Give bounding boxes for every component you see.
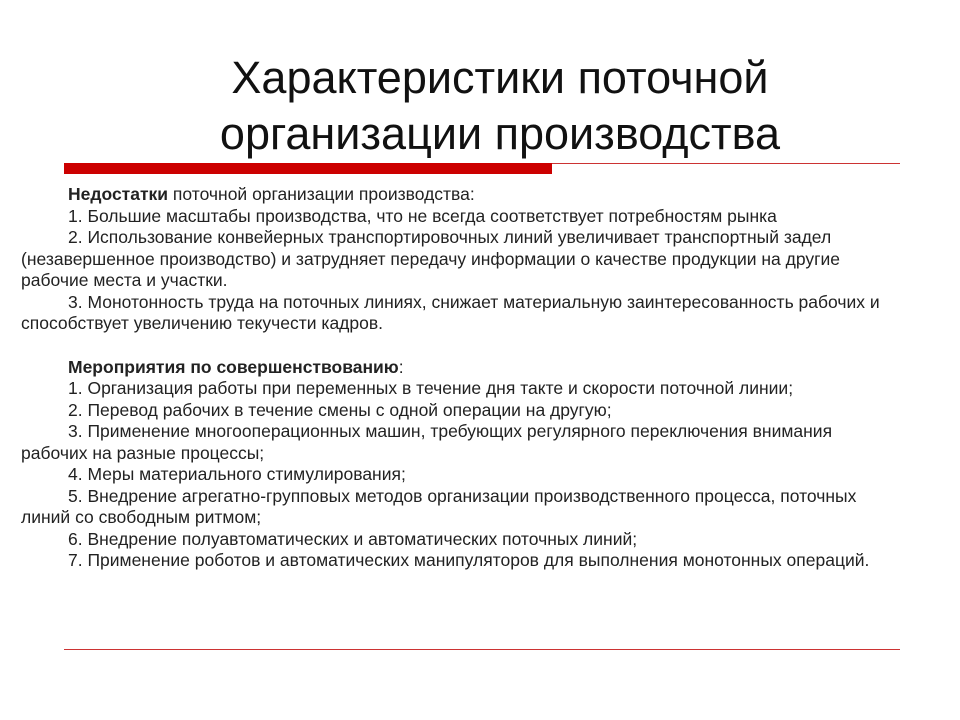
bottom-rule [64, 649, 900, 650]
improvement-item-1: 1. Организация работы при переменных в течение дня такте и скорости поточной линии; [68, 378, 794, 398]
disadvantage-item-3: 3. Монотонность труда на поточных линиях, снижает материальную заинтересованность рабочих и способствует увеличению текучести кадров. [21, 291, 880, 333]
improvements-heading-rest: : [398, 356, 404, 377]
improvement-item-3: 3. Применение многооперационных машин, требующих регулярного переключения внимания рабочих на разные процессы; [21, 421, 833, 463]
disadvantage-item-1: 1. Большие масштабы производства, что не всегда соответствует потребностям рынка [68, 205, 777, 226]
title-line-2: организации производства [219, 108, 781, 159]
improvement-item-7: 7. Применение роботов и автоматических манипуляторов для выполнения монотонных операций. [68, 550, 870, 570]
improvements-heading [21, 357, 901, 379]
improvement-item-4: 4. Меры материального стимулирования; [68, 464, 406, 484]
title-underline-thin [552, 163, 900, 164]
slide-body [21, 184, 901, 572]
improvement-item-5: 5. Внедрение агрегатно-групповых методов организации производственного процесса, поточных линий со свободным ритмом; [21, 485, 857, 527]
improvement-item-6: 6. Внедрение полуавтоматических и автоматических поточных линий; [68, 528, 638, 549]
improvements-heading-bold: Мероприятия по совершенствованию [68, 356, 399, 377]
title-underline-thick [64, 163, 552, 174]
disadvantage-item-2: 2. Использование конвейерных транспортировочных линий увеличивает транспортный задел (незавершенное производство) и затрудняет передачу информации о качестве продукции на другие рабочие места и участки. [21, 227, 841, 290]
improvement-item-2: 2. Перевод рабочих в течение смены с одной операции на другую; [68, 399, 612, 420]
section-gap [21, 335, 901, 357]
disadvantages-heading-bold: Недостатки [68, 184, 169, 204]
disadvantages-heading-rest: поточной организации производства: [168, 184, 475, 204]
slide-title [120, 50, 880, 162]
title-line-1: Характеристики поточной [231, 52, 769, 103]
disadvantages-heading [21, 184, 901, 206]
